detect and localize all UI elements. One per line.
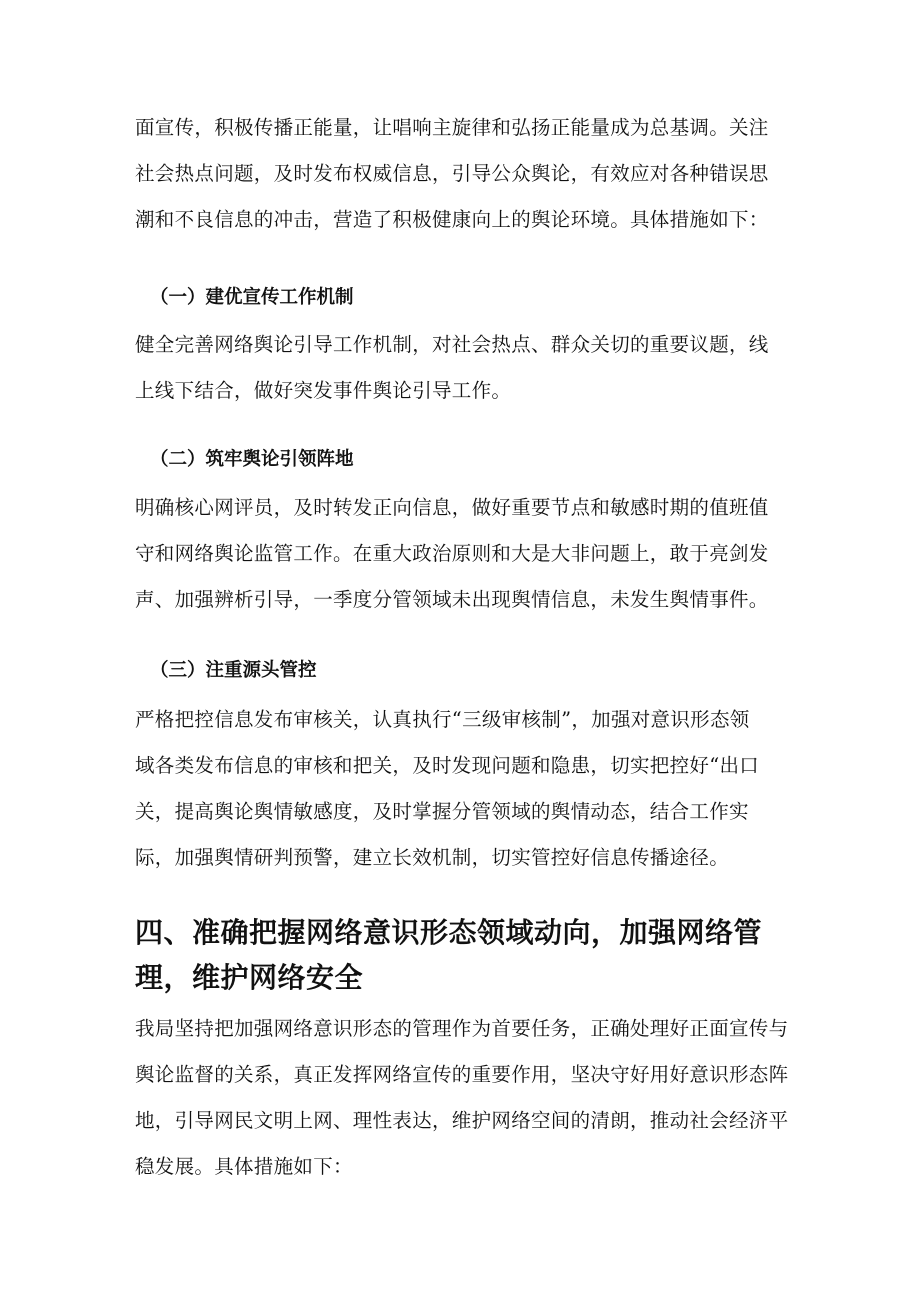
text-line: 声、加强辨析引导，一季度分管领域未出现舆情信息，未发生舆情事件。 <box>135 588 769 611</box>
intro-paragraph <box>135 105 795 243</box>
text-line: 守和网络舆论监管工作。在重大政治原则和大是大非问题上，敢于亮剑发 <box>135 542 769 565</box>
heading-line: 四、准确把握网络意识形态领域动向，加强网络管 <box>135 916 763 949</box>
section-1-paragraph <box>135 322 795 414</box>
text-line: 稳发展。具体措施如下： <box>135 1155 353 1178</box>
text-line: 社会热点问题，及时发布权威信息，引导公众舆论，有效应对各种错误思 <box>135 162 769 185</box>
section-3-heading: （三）注重源头管控 <box>150 660 317 681</box>
section-2-paragraph <box>135 485 795 623</box>
text-line: 明确核心网评员，及时转发正向信息，做好重要节点和敏感时期的值班值 <box>135 496 769 519</box>
text-line: 面宣传，积极传播正能量，让唱响主旋律和弘扬正能量成为总基调。关注 <box>135 116 769 139</box>
section-2-heading: （二）筑牢舆论引领阵地 <box>150 449 354 470</box>
text-line: 潮和不良信息的冲击，营造了积极健康向上的舆论环境。具体措施如下： <box>135 208 769 231</box>
section-1-heading: （一）建优宣传工作机制 <box>150 287 354 308</box>
text-line: 域各类发布信息的审核和把关，及时发现问题和隐患，切实把控好“出口 <box>135 754 760 777</box>
text-line: 我局坚持把加强网络意识形态的管理作为首要任务，正确处理好正面宣传与 <box>135 1017 789 1040</box>
chapter-4-paragraph <box>135 1006 795 1190</box>
text-line: 关，提高舆论舆情敏感度，及时掌握分管领域的舆情动态，结合工作实 <box>135 800 749 823</box>
text-line: 上线下结合，做好突发事件舆论引导工作。 <box>135 379 512 402</box>
section-3-paragraph <box>135 697 795 881</box>
chapter-4-heading <box>135 910 795 1000</box>
text-line: 舆论监督的关系，真正发挥网络宣传的重要作用，坚决守好用好意识形态阵 <box>135 1063 789 1086</box>
text-line: 健全完善网络舆论引导工作机制，对社会热点、群众关切的重要议题，线 <box>135 333 769 356</box>
text-line: 地，引导网民文明上网、理性表达，维护网络空间的清朗，推动社会经济平 <box>135 1109 789 1132</box>
text-line: 际，加强舆情研判预警，建立长效机制，切实管控好信息传播途径。 <box>135 846 730 869</box>
text-line: 严格把控信息发布审核关，认真执行“三级审核制”，加强对意识形态领 <box>135 708 750 731</box>
heading-line: 理，维护网络安全 <box>135 961 364 994</box>
